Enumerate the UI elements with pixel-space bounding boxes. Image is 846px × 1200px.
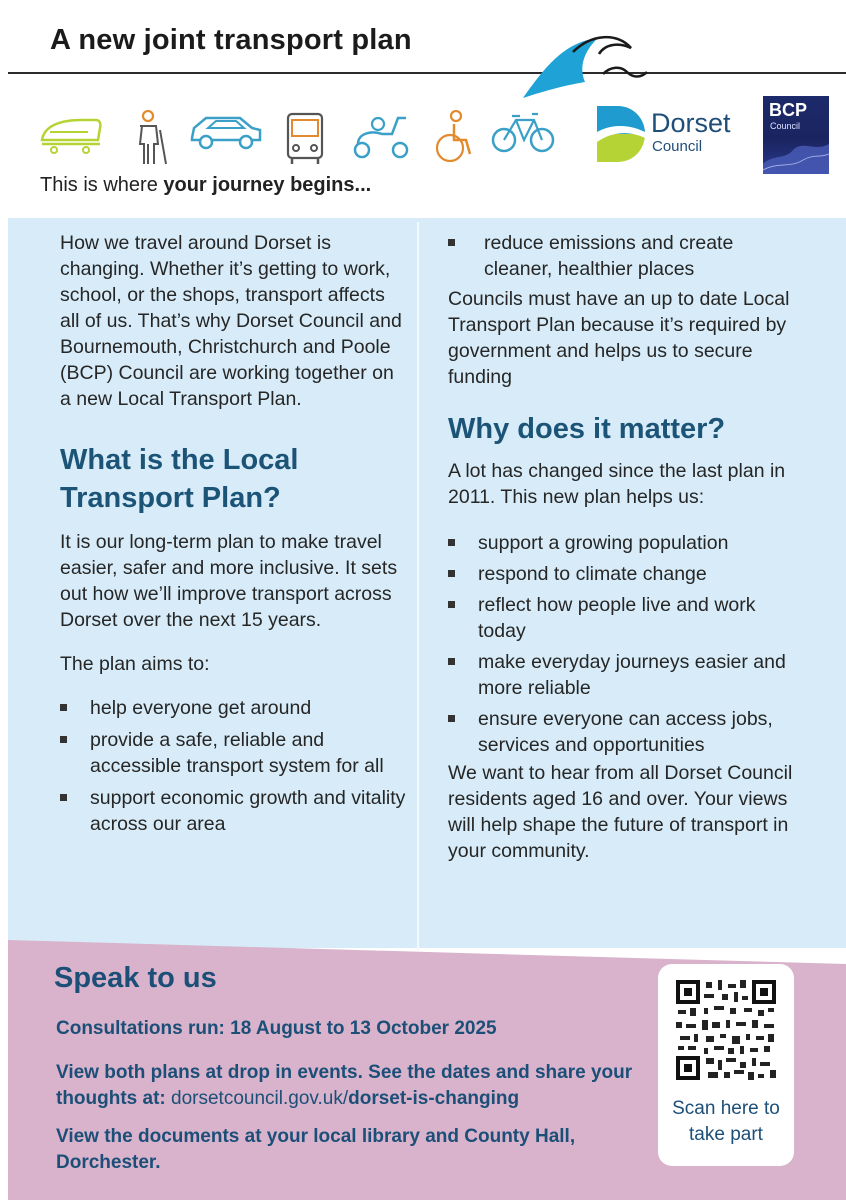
why-intro: A lot has changed since the last plan in 2011. This new plan helps us:	[448, 460, 786, 508]
car-icon	[188, 110, 264, 152]
bcp-council-logo	[763, 96, 829, 174]
qr-card[interactable]	[658, 964, 794, 1166]
list-item: reflect how people live and work today	[448, 592, 798, 644]
list-item: help everyone get around	[60, 695, 408, 721]
bcp-logo-subtitle: Council	[770, 121, 801, 131]
intro-paragraph: How we travel around Dorset is changing. Whether it’s getting to work, school, or the shops, transport affects all of us. That’s why Dorset Council and Bournemouth, Christchurch and Poole (BCP) Council are working together on a new Local Transport Plan.	[60, 232, 402, 410]
list-item: respond to climate change	[448, 561, 798, 587]
tagline: This is where your journey begins...	[40, 174, 372, 196]
aims-list	[60, 695, 408, 837]
wave-graphic	[513, 30, 693, 100]
train-icon	[38, 110, 104, 158]
reasons-list	[448, 530, 798, 758]
consultation-dates: Consultations run: 18 August to 13 October 2025	[56, 1018, 497, 1039]
list-item: support a growing population	[448, 530, 798, 556]
ltp-description: It is our long-term plan to make travel easier, safer and more inclusive. It sets out how we’ll improve transport across Dorset over the next 15 years.	[60, 531, 398, 631]
column-divider	[417, 222, 419, 950]
wheelchair-icon	[432, 110, 476, 166]
walker-icon	[126, 110, 172, 166]
dorset-logo-mark-icon	[593, 102, 649, 166]
dorset-logo-subtitle: Council	[652, 138, 703, 155]
scooter-icon	[348, 110, 414, 160]
bus-icon	[284, 110, 326, 166]
list-item: support economic growth and vitality across our area	[60, 785, 408, 837]
aims-list-continued	[448, 230, 798, 282]
list-item: provide a safe, reliable and accessible transport system for all	[60, 727, 408, 779]
why-matter-heading: Why does it matter?	[448, 413, 726, 445]
list-item: make everyday journeys easier and more reliable	[448, 649, 798, 701]
transport-icon-row	[38, 110, 558, 166]
speak-heading: Speak to us	[54, 962, 217, 994]
qr-caption: Scan here to take part	[672, 1098, 780, 1145]
bcp-coastline-icon	[763, 134, 829, 174]
library-text: View the documents at your local library and County Hall, Dorchester.	[56, 1126, 576, 1173]
requirement-paragraph: Councils must have an up to date Local Transport Plan because it’s required by government and helps us to secure funding	[448, 288, 790, 388]
dorset-logo-name: Dorset	[651, 108, 731, 138]
page-title: A new joint transport plan	[50, 24, 412, 56]
drop-in-events-text: View both plans at drop in events. See the dates and share your thoughts at: dorsetcouncil.gov.uk/dorset-is-changing	[56, 1062, 633, 1109]
leaflet-page	[8, 0, 846, 1200]
aims-intro: The plan aims to:	[60, 653, 210, 675]
bicycle-icon	[490, 110, 556, 154]
qr-code-icon[interactable]	[674, 978, 778, 1082]
list-item: reduce emissions and create cleaner, healthier places	[448, 230, 798, 282]
consultation-link-path[interactable]: dorset-is-changing	[348, 1088, 520, 1109]
list-item: ensure everyone can access jobs, services and opportunities	[448, 706, 798, 758]
dorset-council-logo	[593, 102, 743, 166]
closing-paragraph: We want to hear from all Dorset Council residents aged 16 and over. Your views will help shape the future of transport in your community.	[448, 762, 793, 862]
consultation-link-domain[interactable]: dorsetcouncil.gov.uk/	[171, 1088, 349, 1109]
left-column	[60, 230, 408, 837]
bcp-logo-name: BCP	[769, 100, 808, 120]
title-rule	[8, 72, 846, 74]
right-column	[448, 230, 798, 864]
what-is-ltp-heading: What is the Local Transport Plan?	[60, 444, 299, 514]
